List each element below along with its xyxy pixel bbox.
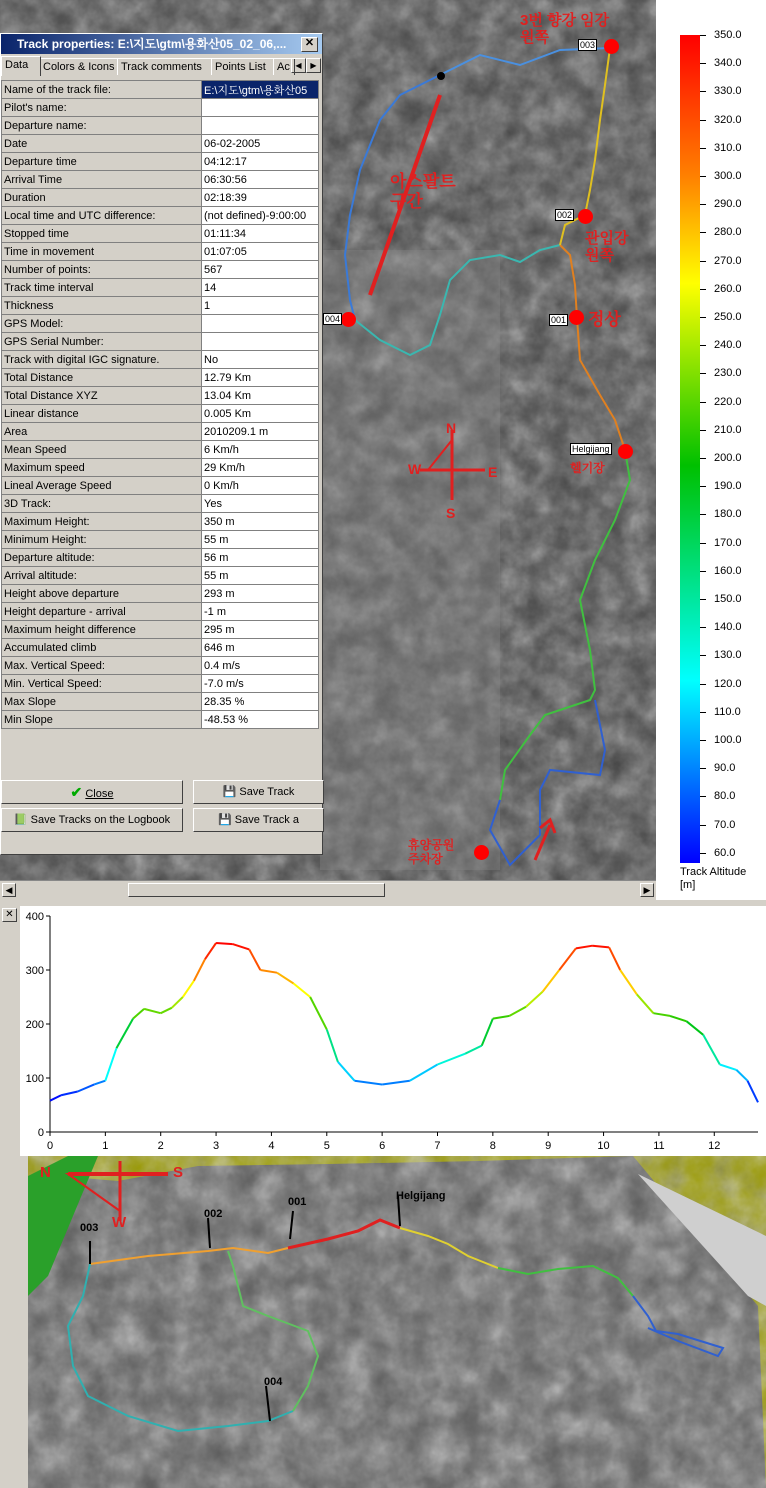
profile-segment: [653, 1013, 670, 1016]
property-row: [2, 369, 319, 387]
legend-tick-label: 230.0: [714, 367, 742, 380]
property-label: Thickness: [2, 297, 202, 315]
property-label: Total Distance XYZ: [2, 387, 202, 405]
profile-segment: [105, 1048, 116, 1080]
property-row: [2, 117, 319, 135]
legend-tick-mark: [700, 712, 706, 713]
tab-track-comments[interactable]: Track comments: [117, 58, 213, 75]
profile-segment: [736, 1070, 747, 1081]
property-row: [2, 261, 319, 279]
property-value[interactable]: 01:11:34: [202, 225, 319, 243]
profile-segment: [354, 1081, 382, 1085]
checkmark-icon: ✔: [70, 784, 83, 800]
save-track-button[interactable]: 💾 Save Track: [193, 780, 324, 804]
property-row: [2, 225, 319, 243]
property-row: [2, 693, 319, 711]
property-row: [2, 639, 319, 657]
property-row: [2, 603, 319, 621]
property-label: Height above departure: [2, 585, 202, 603]
legend-tick-mark: [700, 289, 706, 290]
profile-segment: [670, 1016, 687, 1021]
y-tick-label: 0: [37, 1127, 44, 1139]
property-row: [2, 567, 319, 585]
waypoint-helgijang-marker[interactable]: [618, 444, 633, 459]
x-tick-label: 0: [46, 1140, 54, 1152]
legend-tick-mark: [700, 91, 706, 92]
x-tick-label: 9: [545, 1140, 552, 1152]
property-row: [2, 477, 319, 495]
profile-segment: [183, 981, 194, 997]
property-row: [2, 135, 319, 153]
dialog-title: Track properties: E:\지도\gtm\용화산05_02_06,...: [1, 34, 322, 54]
profile-segment: [50, 1095, 61, 1100]
x-tick-label: 4: [268, 1140, 275, 1152]
legend-tick-mark: [700, 825, 706, 826]
profile-segment: [94, 1081, 105, 1085]
legend-tick-mark: [700, 176, 706, 177]
legend-tick-mark: [700, 486, 706, 487]
property-row: [2, 315, 319, 333]
legend-tick-label: 190.0: [714, 480, 742, 493]
track-properties-dialog: [0, 33, 323, 855]
property-row: [2, 99, 319, 117]
property-label: Time in movement: [2, 243, 202, 261]
map-label-right-mid: 관입강 원쪽: [585, 230, 629, 264]
x-tick-label: 7: [434, 1140, 441, 1152]
legend-tick-mark: [700, 571, 706, 572]
x-tick-label: 12: [708, 1140, 721, 1152]
profile-segment: [249, 949, 260, 970]
legend-tick-label: 340.0: [714, 57, 742, 70]
property-value[interactable]: 6 Km/h: [202, 441, 319, 459]
property-value[interactable]: 55 m: [202, 531, 319, 549]
profile-segment: [144, 1009, 161, 1013]
profile-segment: [465, 1046, 482, 1054]
property-label: 3D Track:: [2, 495, 202, 513]
profile-segment: [116, 1019, 133, 1049]
legend-tick-mark: [700, 796, 706, 797]
property-label: Height departure - arrival: [2, 603, 202, 621]
legend-tick-mark: [700, 232, 706, 233]
property-row: [2, 621, 319, 639]
legend-tick-mark: [700, 740, 706, 741]
property-label: Accumulated climb: [2, 639, 202, 657]
property-value[interactable]: 0.005 Km: [202, 405, 319, 423]
property-value[interactable]: -48.53 %: [202, 711, 319, 729]
profile-segment: [482, 1019, 493, 1046]
property-value[interactable]: 14: [202, 279, 319, 297]
x-tick-label: 5: [323, 1140, 330, 1152]
legend-tick-mark: [700, 317, 706, 318]
legend-tick-label: 60.0: [714, 846, 736, 859]
property-value[interactable]: -1 m: [202, 603, 319, 621]
waypoint-001-label: 001: [551, 315, 567, 325]
property-row: [2, 297, 319, 315]
property-row: [2, 81, 319, 99]
property-row: [2, 711, 319, 729]
legend-tick-label: 280.0: [714, 226, 742, 239]
x-tick-label: 10: [597, 1140, 610, 1152]
legend-tick-label: 70.0: [714, 818, 736, 831]
property-value[interactable]: -7.0 m/s: [202, 675, 319, 693]
legend-tick-mark: [700, 599, 706, 600]
property-label: Pilot's name:: [2, 99, 202, 117]
profile-segment: [687, 1021, 704, 1035]
x-tick-label: 8: [489, 1140, 496, 1152]
legend-tick-mark: [700, 543, 706, 544]
x-tick-label: 3: [213, 1140, 220, 1152]
legend-tick-label: 320.0: [714, 113, 742, 126]
tab-scroll-right-icon[interactable]: ▶: [306, 58, 321, 73]
property-label: Minimum Height:: [2, 531, 202, 549]
legend-tick-label: 160.0: [714, 564, 742, 577]
legend-tick-mark: [700, 204, 706, 205]
property-value[interactable]: [202, 117, 319, 135]
3d-waypoint-002: 002: [204, 1208, 223, 1220]
profile-segment: [493, 1016, 510, 1019]
property-value[interactable]: (not defined)-9:00:00: [202, 207, 319, 225]
legend-tick-label: 310.0: [714, 141, 742, 154]
legend-tick-label: 270.0: [714, 254, 742, 267]
map-label-top-right: 3번 향강 임강 원쪽: [520, 12, 610, 46]
legend-tick-label: 170.0: [714, 536, 742, 549]
legend-tick-label: 110.0: [714, 705, 741, 718]
legend-tick-mark: [700, 345, 706, 346]
y-tick-label: 400: [25, 911, 44, 923]
compass-e: E: [488, 464, 498, 480]
legend-title: Track Altitude [m]: [680, 866, 747, 891]
property-row: [2, 423, 319, 441]
profile-segment: [703, 1035, 720, 1065]
property-row: [2, 207, 319, 225]
property-label: Stopped time: [2, 225, 202, 243]
x-tick-label: 2: [157, 1140, 164, 1152]
tab-points-list[interactable]: Points List: [211, 58, 277, 75]
property-value[interactable]: 56 m: [202, 549, 319, 567]
property-label: Total Distance: [2, 369, 202, 387]
altitude-legend: [656, 0, 766, 900]
profile-close-icon[interactable]: ✕: [2, 908, 17, 922]
tab-colors-icons[interactable]: Colors & Icons: [39, 58, 119, 75]
tab-ac[interactable]: Ac: [273, 58, 295, 75]
property-value[interactable]: 350 m: [202, 513, 319, 531]
property-value[interactable]: [202, 99, 319, 117]
waypoint-002-label: 002: [557, 210, 573, 220]
property-value[interactable]: 04:12:17: [202, 153, 319, 171]
legend-tick-label: 180.0: [714, 508, 742, 521]
legend-tick-label: 150.0: [714, 593, 742, 605]
property-value[interactable]: 06-02-2005: [202, 135, 319, 153]
property-row: [2, 531, 319, 549]
property-label: Mean Speed: [2, 441, 202, 459]
legend-tick-label: 260.0: [714, 282, 742, 295]
dialog-close-icon[interactable]: ✕: [301, 37, 318, 52]
property-label: Max Slope: [2, 693, 202, 711]
legend-tick-mark: [700, 684, 706, 685]
profile-segment: [509, 1007, 526, 1016]
book-icon: 📗: [13, 814, 28, 826]
legend-tick-mark: [700, 627, 706, 628]
property-value[interactable]: 0 Km/h: [202, 477, 319, 495]
legend-tick-label: 120.0: [714, 677, 742, 690]
legend-tick-mark: [700, 458, 706, 459]
property-row: [2, 153, 319, 171]
y-tick-label: 300: [25, 965, 44, 977]
legend-tick-mark: [700, 430, 706, 431]
property-value[interactable]: 28.35 %: [202, 693, 319, 711]
y-tick-label: 200: [25, 1019, 44, 1031]
profile-segment: [310, 997, 327, 1029]
3d-waypoint-001: 001: [288, 1196, 307, 1208]
property-label: Departure time: [2, 153, 202, 171]
compass-s: S: [446, 505, 456, 521]
property-row: [2, 243, 319, 261]
legend-tick-mark: [700, 853, 706, 854]
x-tick-label: 11: [653, 1140, 665, 1152]
legend-tick-label: 80.0: [714, 790, 736, 803]
x-tick-label: 6: [379, 1140, 386, 1152]
property-row: [2, 513, 319, 531]
waypoint-004-marker[interactable]: [341, 312, 356, 327]
property-value[interactable]: 01:07:05: [202, 243, 319, 261]
map-label-asphalt: 아스팔트 구간: [390, 172, 456, 211]
property-value[interactable]: 29 Km/h: [202, 459, 319, 477]
legend-tick-mark: [700, 373, 706, 374]
waypoint-helgijang-label: Helgijang: [572, 444, 610, 454]
profile-segment: [410, 1065, 438, 1081]
waypoint-001-marker[interactable]: [569, 310, 584, 325]
property-value[interactable]: 06:30:56: [202, 171, 319, 189]
3d-compass-s: S: [173, 1164, 184, 1181]
property-value[interactable]: 02:18:39: [202, 189, 319, 207]
legend-tick-label: 100.0: [714, 734, 742, 746]
profile-sidebar: [0, 906, 20, 1156]
profile-segment: [338, 1062, 355, 1081]
map-horizontal-scrollbar[interactable]: [0, 880, 656, 898]
property-row: [2, 189, 319, 207]
property-label: Duration: [2, 189, 202, 207]
legend-tick-label: 350.0: [714, 29, 742, 41]
profile-segment: [609, 947, 620, 970]
legend-tick-label: 220.0: [714, 395, 742, 408]
legend-tick-label: 90.0: [714, 762, 736, 775]
profile-segment: [327, 1029, 338, 1061]
profile-segment: [277, 973, 294, 984]
property-value[interactable]: 12.79 Km: [202, 369, 319, 387]
parking-marker[interactable]: [474, 845, 489, 860]
profile-segment: [382, 1081, 410, 1085]
property-value[interactable]: 295 m: [202, 621, 319, 639]
profile-segment: [559, 948, 576, 970]
property-value[interactable]: 567: [202, 261, 319, 279]
elevation-chart: [20, 906, 766, 1156]
legend-tick-label: 200.0: [714, 452, 742, 464]
profile-segment: [61, 1092, 78, 1096]
legend-tick-label: 290.0: [714, 198, 742, 211]
profile-segment: [172, 997, 183, 1008]
profile-segment: [437, 1054, 465, 1065]
profile-segment: [747, 1081, 758, 1103]
property-row: [2, 279, 319, 297]
property-label: Track time interval: [2, 279, 202, 297]
property-row: [2, 441, 319, 459]
property-value[interactable]: E:\지도\gtm\용화산05: [202, 81, 319, 99]
property-value[interactable]: 2010209.1 m: [202, 423, 319, 441]
waypoint-004-label: 004: [325, 314, 341, 324]
map-label-summit: 정상: [588, 310, 621, 329]
legend-tick-mark: [700, 261, 706, 262]
property-label: Track with digital IGC signature.: [2, 351, 202, 369]
property-label: Local time and UTC difference:: [2, 207, 202, 225]
profile-segment: [216, 943, 233, 944]
property-row: [2, 351, 319, 369]
profile-segment: [526, 992, 543, 1007]
legend-tick-label: 140.0: [714, 621, 742, 634]
property-value[interactable]: Yes: [202, 495, 319, 513]
profile-segment: [637, 994, 654, 1013]
property-value[interactable]: No: [202, 351, 319, 369]
property-label: Number of points:: [2, 261, 202, 279]
scroll-left-icon[interactable]: ◀: [2, 883, 16, 897]
property-label: Departure name:: [2, 117, 202, 135]
property-label: Min. Vertical Speed:: [2, 675, 202, 693]
legend-tick-label: 210.0: [714, 423, 742, 436]
property-row: [2, 459, 319, 477]
property-row: [2, 675, 319, 693]
property-row: [2, 549, 319, 567]
legend-tick-mark: [700, 655, 706, 656]
3d-compass-n: N: [40, 1164, 51, 1181]
legend-tick-mark: [700, 120, 706, 121]
property-row: [2, 657, 319, 675]
property-value[interactable]: 1: [202, 297, 319, 315]
legend-tick-mark: [700, 63, 706, 64]
legend-tick-label: 330.0: [714, 85, 742, 98]
compass-n: N: [446, 420, 457, 436]
profile-segment: [194, 959, 205, 981]
property-label: Maximum Height:: [2, 513, 202, 531]
waypoint-002-marker[interactable]: [578, 209, 593, 224]
legend-colorbar: [680, 35, 700, 863]
profile-segment: [720, 1065, 737, 1070]
3d-view[interactable]: [28, 1156, 766, 1488]
scroll-thumb[interactable]: [128, 883, 385, 897]
property-value[interactable]: [202, 315, 319, 333]
3d-waypoint-004: 004: [264, 1376, 283, 1388]
map-label-helgijang: 헬기장: [570, 461, 605, 475]
legend-tick-mark: [700, 35, 706, 36]
property-label: Arrival Time: [2, 171, 202, 189]
profile-segment: [133, 1009, 144, 1019]
profile-segment: [260, 970, 277, 973]
profile-segment: [576, 946, 593, 949]
3d-waypoint-helgijang: Helgijang: [396, 1190, 446, 1202]
legend-tick-mark: [700, 514, 706, 515]
property-label: Min Slope: [2, 711, 202, 729]
property-label: Date: [2, 135, 202, 153]
property-label: GPS Serial Number:: [2, 333, 202, 351]
profile-segment: [205, 943, 216, 959]
x-tick-label: 1: [102, 1140, 109, 1152]
tab-scroll-left-icon[interactable]: ◀: [291, 58, 306, 73]
legend-tick-mark: [700, 768, 706, 769]
property-value[interactable]: 0.4 m/s: [202, 657, 319, 675]
scroll-right-icon[interactable]: ▶: [640, 883, 654, 897]
property-row: [2, 387, 319, 405]
property-label: Maximum speed: [2, 459, 202, 477]
property-label: Linear distance: [2, 405, 202, 423]
property-label: Name of the track file:: [2, 81, 202, 99]
save-track-as-button[interactable]: 💾 Save Track a: [193, 808, 324, 832]
profile-segment: [233, 944, 250, 949]
elevation-profile: [20, 906, 766, 1156]
property-label: Arrival altitude:: [2, 567, 202, 585]
property-value[interactable]: 646 m: [202, 639, 319, 657]
close-button[interactable]: ✔ Close: [1, 780, 183, 804]
legend-tick-label: 300.0: [714, 170, 742, 182]
floppy-icon: 💾: [218, 814, 232, 826]
floppy-icon: 💾: [222, 786, 237, 798]
properties-table: [1, 80, 319, 729]
profile-segment: [161, 1008, 172, 1013]
legend-tick-label: 250.0: [714, 311, 742, 323]
property-row: [2, 171, 319, 189]
property-label: Lineal Average Speed: [2, 477, 202, 495]
dialog-tabs: [1, 56, 321, 76]
3d-canvas: [28, 1156, 766, 1488]
profile-segment: [543, 970, 560, 992]
profile-segment: [592, 946, 609, 948]
property-label: Max. Vertical Speed:: [2, 657, 202, 675]
profile-segment: [620, 970, 637, 994]
property-row: [2, 405, 319, 423]
property-label: Area: [2, 423, 202, 441]
property-row: [2, 585, 319, 603]
compass-w: W: [408, 461, 422, 477]
tab-data[interactable]: Data: [1, 56, 41, 76]
property-value[interactable]: [202, 333, 319, 351]
legend-tick-label: 240.0: [714, 339, 742, 352]
property-value[interactable]: 293 m: [202, 585, 319, 603]
property-label: GPS Model:: [2, 315, 202, 333]
map-label-parking: 휴양공원 주차장: [408, 838, 455, 866]
property-value[interactable]: 55 m: [202, 567, 319, 585]
legend-tick-label: 130.0: [714, 649, 742, 662]
profile-segment: [78, 1084, 95, 1091]
legend-tick-mark: [700, 148, 706, 149]
legend-tick-mark: [700, 402, 706, 403]
property-row: [2, 333, 319, 351]
property-label: Maximum height difference: [2, 621, 202, 639]
waypoint-003-label: 003: [580, 40, 596, 50]
profile-segment: [294, 984, 311, 998]
property-label: Departure altitude:: [2, 549, 202, 567]
3d-compass-w: W: [112, 1214, 127, 1231]
3d-waypoint-003: 003: [80, 1222, 99, 1234]
property-row: [2, 495, 319, 513]
save-logbook-button[interactable]: 📗 Save Tracks on the Logbook: [1, 808, 183, 832]
y-tick-label: 100: [25, 1073, 44, 1085]
property-value[interactable]: 13.04 Km: [202, 387, 319, 405]
